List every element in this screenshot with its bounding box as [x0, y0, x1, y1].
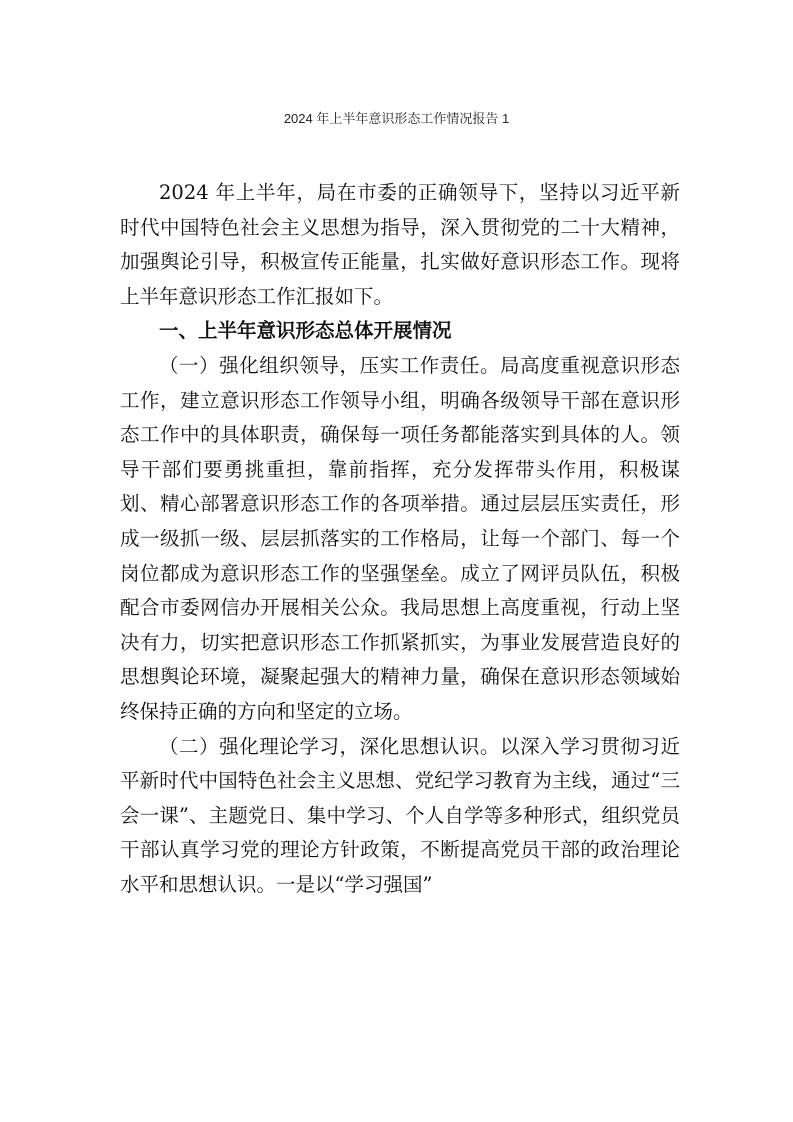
intro-paragraph: 2024 年上半年，局在市委的正确领导下，坚持以习近平新时代中国特色社会主义思想为指导，深入贯彻党的二十大精神，加强舆论引导，积极宣传正能量，扎实做好意识形态工作。现将上半年意识形态工作汇报如下。	[120, 181, 680, 308]
document-body	[120, 176, 680, 902]
section-heading: 一、上半年意识形态总体开展情况	[159, 319, 452, 343]
page-header: 2024 年上半年意识形态工作情况报告 1	[283, 111, 510, 126]
paragraph-organization: （一）强化组织领导，压实工作责任。局高度重视意识形态工作，建立意识形态工作领导小组，明确各级领导干部在意识形态工作中的具体职责，确保每一项任务都能落实到具体的人。领导干部们要勇挑重担，靠前指挥，充分发挥带头作用，积极谋划、精心部署意识形态工作的各项举措。通过层层压实责任，形成一级抓一级、层层抓落实的工作格局，让每一个部门、每一个岗位都成为意识形态工作的坚强堡垒。成立了网评员队伍，积极配合市委网信办开展相关公众。我局思想上高度重视，行动上坚决有力，切实把意识形态工作抓紧抓实，为事业发展营造良好的思想舆论环境，凝聚起强大的精神力量，确保在意识形态领域始终保持正确的方向和坚定的立场。	[120, 353, 680, 723]
paragraph-theory-study: （二）强化理论学习，深化思想认识。以深入学习贯彻习近平新时代中国特色社会主义思想、党纪学习教育为主线，通过“三会一课”、主题党日、集中学习、个人自学等多种形式，组织党员干部认真学习党的理论方针政策，不断提高党员干部的政治理论水平和思想认识。一是以“学习强国”	[120, 734, 680, 896]
